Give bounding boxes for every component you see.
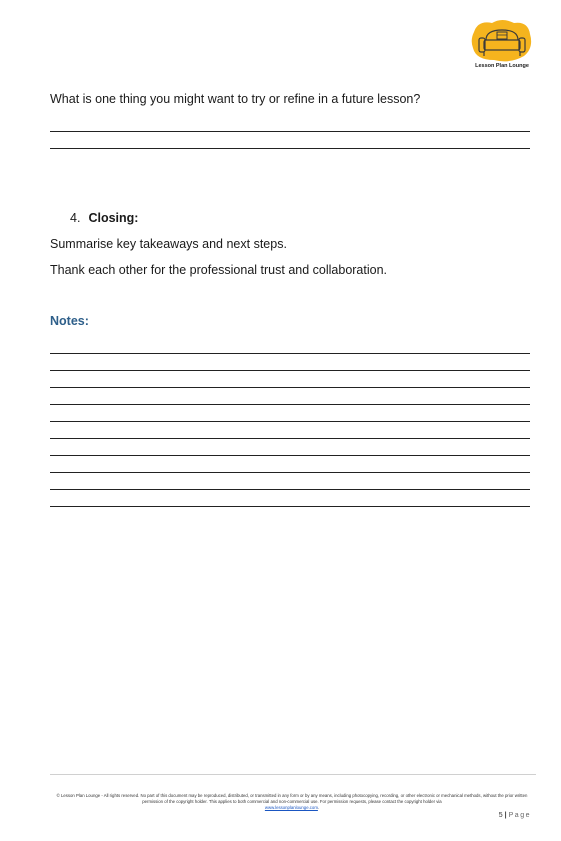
notes-heading: Notes: [50, 314, 89, 328]
closing-number: 4. [70, 211, 81, 225]
reflection-question: What is one thing you might want to try or refine in a future lesson? [50, 92, 421, 106]
sofa-logo-icon [470, 18, 534, 64]
copyright-text: © Lesson Plan Lounge - All rights reserved. No part of this document may be reproduced, distributed, or transmitted in any form or by any means, including photocopying, recording, or other electronic or mechanical methods, without the prior written permission of the copyright holder. This applies to both commercial and non-commercial use. For permission requests, please contact the copyright holder via [56, 793, 528, 804]
notes-line[interactable] [50, 404, 530, 405]
answer-line[interactable] [50, 148, 530, 149]
logo-text: Lesson Plan Lounge [475, 63, 529, 69]
closing-line-2: Thank each other for the professional trust and collaboration. [50, 263, 388, 277]
page-number-value: 5 [498, 812, 503, 819]
link-suffix: . [317, 805, 320, 810]
page-word: Page [508, 812, 531, 819]
footer-copyright [52, 793, 532, 811]
notes-line[interactable] [50, 353, 530, 354]
closing-line-1: Summarise key takeaways and next steps. [50, 237, 287, 251]
notes-line[interactable] [50, 472, 530, 473]
notes-line[interactable] [50, 455, 530, 456]
page-separator: | [504, 812, 507, 819]
notes-line[interactable] [50, 506, 530, 507]
notes-line[interactable] [50, 370, 530, 371]
footer-divider [50, 774, 536, 775]
notes-line[interactable] [50, 489, 530, 490]
notes-line[interactable] [50, 421, 530, 422]
answer-line[interactable] [50, 131, 530, 132]
website-link[interactable]: www.lessonplanlounge.com [264, 805, 318, 810]
closing-heading [70, 211, 138, 225]
notes-line[interactable] [50, 438, 530, 439]
page-number [499, 812, 531, 819]
notes-line[interactable] [50, 387, 530, 388]
closing-title: Closing: [88, 211, 139, 225]
brand-logo [470, 18, 534, 74]
